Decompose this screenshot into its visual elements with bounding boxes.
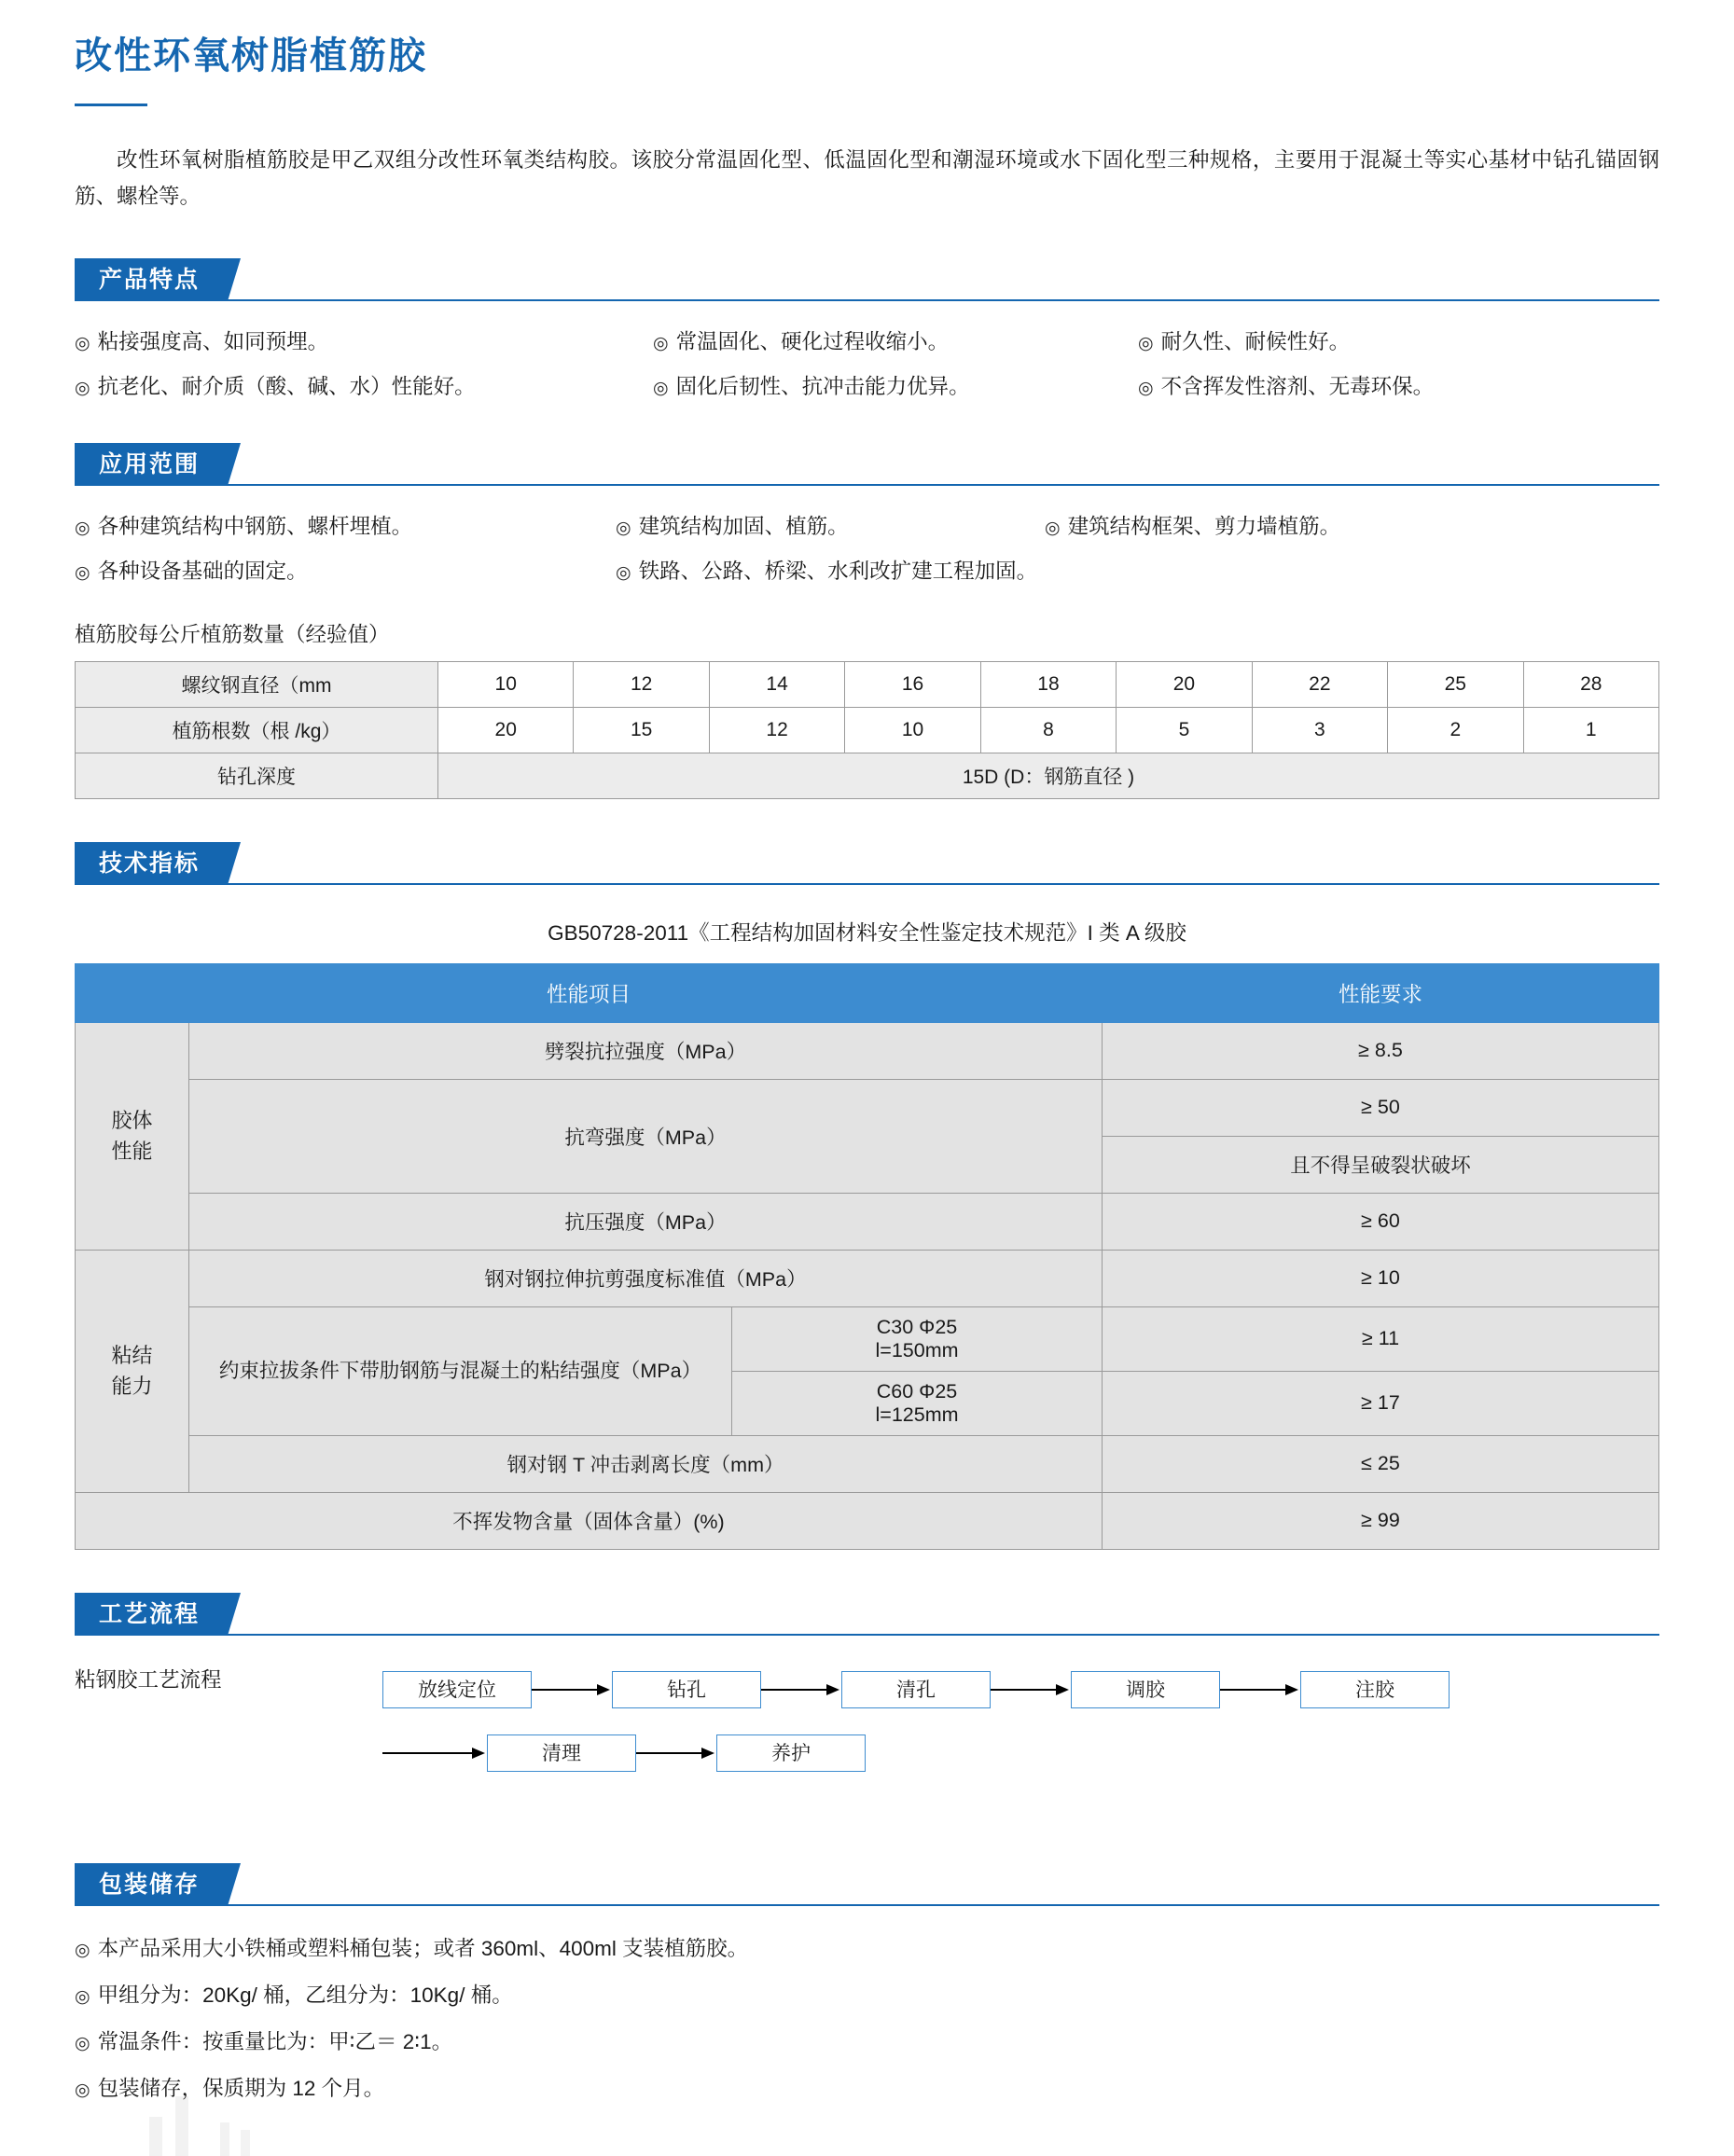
section-rule (75, 1904, 1659, 1906)
section-technical (75, 842, 1659, 1550)
cell-diameter: 18 (980, 661, 1116, 707)
list-item-label: 常温条件：按重量比为：甲∶乙＝ 2∶1。 (97, 2029, 453, 2053)
rebar-table-title: 植筋胶每公斤植筋数量（经验值） (75, 622, 390, 646)
row-label-count: 植筋根数（根 /kg） (76, 707, 438, 753)
flow-step-box: 钻孔 (612, 1671, 761, 1708)
list-item (75, 1979, 1659, 2009)
spec-requirement: ≥ 99 (1103, 1492, 1659, 1549)
list-item-label: 固化后韧性、抗冲击能力优异。 (675, 374, 970, 398)
list-item-label: 各种设备基础的固定。 (97, 559, 308, 583)
table-row (76, 1250, 1659, 1306)
bullet-icon: ◎ (616, 518, 631, 538)
bullet-icon: ◎ (75, 1940, 90, 1960)
spec-item: 劈裂抗拉强度（MPa） (189, 1022, 1103, 1079)
section-process (75, 1593, 1659, 1820)
bullet-icon: ◎ (75, 1986, 90, 2007)
row-label-depth: 钻孔深度 (76, 753, 438, 798)
arrow-right-icon (382, 1748, 487, 1759)
title-underline (75, 104, 147, 106)
list-item (75, 370, 653, 400)
spec-item: 抗弯强度（MPa） (189, 1079, 1103, 1193)
packaging-list (75, 1932, 1659, 2102)
list-item (75, 555, 616, 585)
cell-count: 15 (574, 707, 709, 753)
application-list (75, 510, 1659, 585)
list-item-label: 铁路、公路、桥梁、水利改扩建工程加固。 (638, 559, 1038, 583)
category-label-glue-body: 胶体 性能 (76, 1022, 189, 1250)
bullet-icon: ◎ (75, 333, 90, 353)
standard-reference: GB50728-2011《工程结构加固材料安全性鉴定技术规范》I 类 A 级胶 (548, 920, 1186, 945)
bullet-icon: ◎ (1045, 518, 1061, 538)
process-flow-diagram (75, 1662, 1659, 1820)
cell-count: 10 (845, 707, 980, 753)
cell-count: 1 (1523, 707, 1659, 753)
list-item (75, 1932, 1659, 1962)
list-item (616, 510, 1045, 540)
flow-step-box: 放线定位 (382, 1671, 532, 1708)
spec-requirement: ≥ 8.5 (1103, 1022, 1659, 1079)
cell-diameter: 25 (1388, 661, 1523, 707)
arrow-right-icon (991, 1684, 1071, 1695)
section-rule (75, 1634, 1659, 1636)
list-item-label: 各种建筑结构中钢筋、螺杆埋植。 (97, 514, 413, 538)
spec-condition-c30 (732, 1306, 1103, 1371)
bullet-icon: ◎ (653, 378, 669, 398)
bullet-icon: ◎ (616, 562, 631, 583)
arrow-right-icon (532, 1684, 612, 1695)
list-item-label: 建筑结构加固、植筋。 (638, 514, 849, 538)
cell-count: 8 (980, 707, 1116, 753)
table-row (76, 707, 1659, 753)
cell-diameter: 10 (438, 661, 574, 707)
section-header-technical (75, 842, 1659, 885)
column-header-item: 性能项目 (76, 963, 1103, 1022)
section-application (75, 443, 1659, 799)
list-item-label: 包装储存，保质期为 12 个月。 (97, 2076, 385, 2100)
cell-diameter: 28 (1523, 661, 1659, 707)
bullet-icon: ◎ (1138, 378, 1154, 398)
spec-requirement: ≥ 60 (1103, 1193, 1659, 1250)
section-rule (75, 883, 1659, 885)
spec-condition-c30-length: l=150mm (875, 1338, 959, 1361)
process-flow-row-2 (382, 1734, 866, 1772)
section-header-packaging (75, 1863, 1659, 1906)
row-label-diameter: 螺纹钢直径（mm (76, 661, 438, 707)
table-row (76, 1306, 1659, 1371)
section-title-features: 产品特点 (75, 258, 228, 301)
list-item (75, 2025, 1659, 2055)
bullet-icon: ◎ (75, 378, 90, 398)
table-row (76, 1022, 1659, 1079)
list-item (1138, 325, 1659, 355)
spec-requirement: ≥ 10 (1103, 1250, 1659, 1306)
list-item (75, 325, 653, 355)
page-title: 改性环氧树脂植筋胶 (75, 35, 427, 76)
spec-condition-c60-length: l=125mm (875, 1403, 959, 1426)
list-item-label: 抗老化、耐介质（酸、碱、水）性能好。 (97, 374, 476, 398)
rebar-quantity-table (75, 661, 1659, 799)
table-row (76, 661, 1659, 707)
flow-step-box: 清理 (487, 1734, 636, 1772)
spec-requirement: ≤ 25 (1103, 1435, 1659, 1492)
spec-requirement-secondary: 且不得呈破裂状破坏 (1103, 1136, 1659, 1193)
spec-item: 钢对钢拉伸抗剪强度标准值（MPa） (189, 1250, 1103, 1306)
bullet-icon: ◎ (75, 2080, 90, 2100)
section-title-process: 工艺流程 (75, 1593, 228, 1636)
cell-count: 20 (438, 707, 574, 753)
table-row (76, 1193, 1659, 1250)
category-label-bond-capacity: 粘结 能力 (76, 1250, 189, 1492)
list-item (75, 510, 616, 540)
process-flow-label: 粘钢胶工艺流程 (75, 1667, 222, 1692)
list-item (75, 2072, 1659, 2102)
flow-step-box: 养护 (716, 1734, 866, 1772)
table-row (76, 753, 1659, 798)
list-item-label: 耐久性、耐候性好。 (1160, 329, 1351, 353)
section-header-application (75, 443, 1659, 486)
spec-item (189, 1306, 732, 1435)
flow-step-box: 调胶 (1071, 1671, 1220, 1708)
list-item-label: 常温固化、硬化过程收缩小。 (675, 329, 950, 353)
section-features (75, 258, 1659, 400)
list-item (1045, 510, 1659, 540)
bottom-spacer (0, 2119, 1734, 2156)
column-header-requirement: 性能要求 (1103, 963, 1659, 1022)
intro-paragraph: 改性环氧树脂植筋胶是甲乙双组分改性环氧类结构胶。该胶分常温固化型、低温固化型和潮湿环境或水下固化型三种规格，主要用于混凝土等实心基材中钻孔锚固钢筋、螺栓等。 (75, 148, 1659, 209)
list-item (1138, 370, 1659, 400)
spec-item: 不挥发物含量（固体含量）(%) (76, 1492, 1103, 1549)
spec-condition-c60 (732, 1371, 1103, 1435)
section-title-technical: 技术指标 (75, 842, 228, 885)
bullet-icon: ◎ (75, 2033, 90, 2053)
bullet-icon: ◎ (75, 562, 90, 583)
cell-count: 2 (1388, 707, 1523, 753)
flow-step-box: 注胶 (1300, 1671, 1450, 1708)
spec-requirement-secondary: ≥ 17 (1103, 1371, 1659, 1435)
section-rule (75, 484, 1659, 486)
cell-diameter: 16 (845, 661, 980, 707)
cell-depth-value: 15D (D：钢筋直径 ) (438, 753, 1659, 798)
cell-count: 12 (709, 707, 844, 753)
cell-count: 3 (1252, 707, 1387, 753)
list-item-label: 本产品采用大小铁桶或塑料桶包装；或者 360ml、400ml 支装植筋胶。 (97, 1936, 749, 1960)
list-item-label: 甲组分为：20Kg/ 桶，乙组分为：10Kg/ 桶。 (97, 1983, 513, 2007)
section-title-application: 应用范围 (75, 443, 228, 486)
spec-requirement: ≥ 11 (1103, 1306, 1659, 1371)
section-header-process (75, 1593, 1659, 1636)
cell-count: 5 (1117, 707, 1252, 753)
list-item-label: 不含挥发性溶剂、无毒环保。 (1160, 374, 1435, 398)
cell-diameter: 14 (709, 661, 844, 707)
bullet-icon: ◎ (653, 333, 669, 353)
cell-diameter: 20 (1117, 661, 1252, 707)
section-rule (75, 299, 1659, 301)
table-row (76, 1435, 1659, 1492)
bullet-icon: ◎ (1138, 333, 1154, 353)
section-packaging (75, 1863, 1659, 2102)
list-item (653, 325, 1138, 355)
list-item-label: 粘接强度高、如同预埋。 (97, 329, 329, 353)
list-item-empty (1045, 555, 1659, 585)
process-flow-row-1 (382, 1671, 1450, 1708)
cell-diameter: 22 (1252, 661, 1387, 707)
spec-condition-c60-grade: C60 Φ25 (876, 1379, 958, 1403)
table-row (76, 1079, 1659, 1136)
spec-condition-c30-grade: C30 Φ25 (876, 1315, 958, 1338)
list-item (616, 555, 1045, 585)
spec-requirement: ≥ 50 (1103, 1079, 1659, 1136)
table-row (76, 1492, 1659, 1549)
list-item (653, 370, 1138, 400)
section-title-packaging: 包装储存 (75, 1863, 228, 1906)
spec-item: 钢对钢 T 冲击剥离长度（mm） (189, 1435, 1103, 1492)
flow-step-box: 清孔 (841, 1671, 991, 1708)
arrow-right-icon (761, 1684, 841, 1695)
spec-item-label: 约束拉拔条件下带肋钢筋与混凝土的粘结强度（MPa） (218, 1359, 702, 1382)
spec-item: 抗压强度（MPa） (189, 1193, 1103, 1250)
arrow-right-icon (1220, 1684, 1300, 1695)
section-header-features (75, 258, 1659, 301)
table-header-row (76, 963, 1659, 1022)
technical-spec-table (75, 963, 1659, 1550)
bullet-icon: ◎ (75, 518, 90, 538)
list-item-label: 建筑结构框架、剪力墙植筋。 (1067, 514, 1341, 538)
features-list (75, 325, 1659, 400)
arrow-right-icon (636, 1748, 716, 1759)
cell-diameter: 12 (574, 661, 709, 707)
